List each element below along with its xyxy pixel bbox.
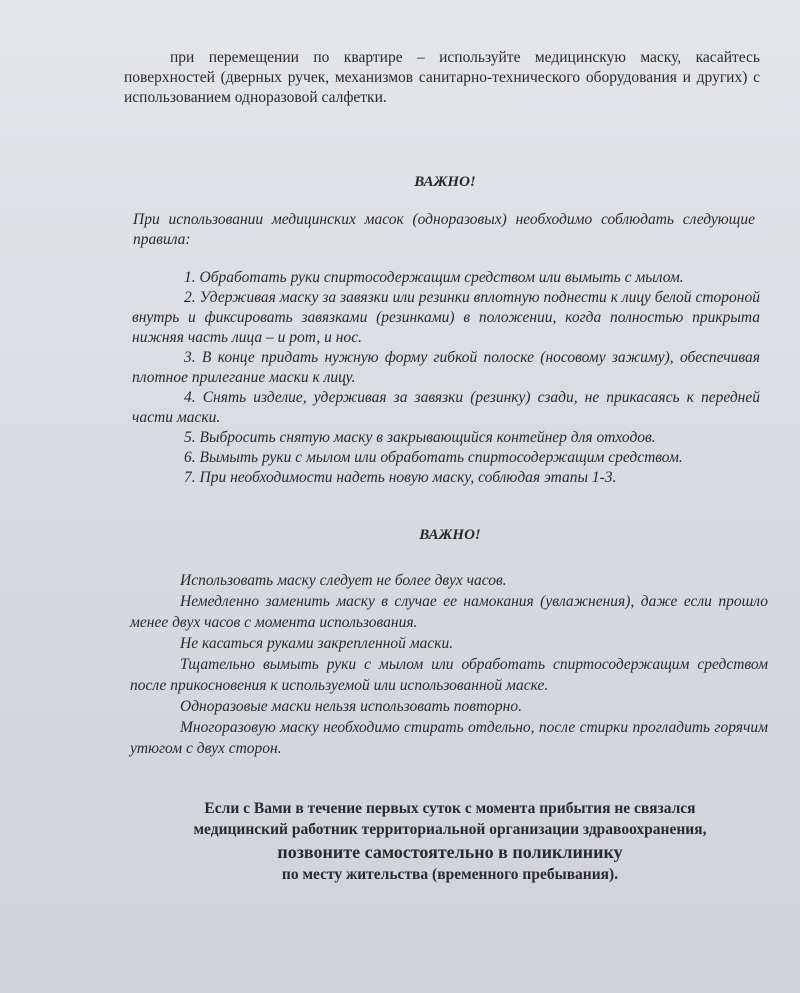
list-item: 4. Снять изделие, удерживая за завязки (резинку) сзади, не прикасаясь к передней части маски. [132,389,760,426]
list-item: Немедленно заменить маску в случае ее намокания (увлажнения), даже если прошло менее двух часов с момента использования. [130,593,768,631]
list-item: Не касаться руками закрепленной маски. [180,635,454,652]
intro-paragraph: при перемещении по квартире – используйте медицинскую маску, касайтесь поверхностей (дверных ручек, механизмов санитарно-технического оборудования и других) с использованием одноразовой салфетки. [124,49,760,106]
contact-notice [0,798,800,885]
contact-call-clinic: позвоните самостоятельно в поликлинику [277,842,623,862]
mask-usage-list [130,570,768,759]
list-item: Многоразовую маску необходимо стирать отдельно, после стирки прогладить горячим утюгом с двух сторон. [130,719,768,757]
contact-line-2: медицинский работник территориальной организации здравоохранения, [193,821,707,838]
contact-line-1: Если с Вами в течение первых суток с момента прибытия не связался [204,800,696,817]
list-item: 7. При необходимости надеть новую маску, соблюдая этапы 1-3. [184,469,617,486]
mask-rules-intro: При использовании медицинских масок (одноразовых) необходимо соблюдать следующие правила: [133,211,755,248]
important-heading-1: ВАЖНО! [414,174,476,190]
list-item: 1. Обработать руки спиртосодержащим средством или вымыть с мылом. [184,269,684,286]
mask-rules-list [132,268,760,488]
list-item: 6. Вымыть руки с мылом или обработать спиртосодержащим средством. [184,449,683,466]
list-item: Одноразовые маски нельзя использовать повторно. [180,698,522,715]
list-item: Использовать маску следует не более двух часов. [180,572,507,589]
important-heading-2: ВАЖНО! [419,527,481,543]
list-item: Тщательно вымыть руки с мылом или обработать спиртосодержащим средством после прикосновения к используемой или использованной маске. [130,656,768,694]
list-item: 2. Удерживая маску за завязки или резинки вплотную поднести к лицу белой стороной внутрь и фиксировать завязками (резинками) в положении, когда полностью прикрыта нижняя часть лица – и рот, и нос. [132,289,760,346]
contact-line-4: по месту жительства (временного пребывания). [281,866,619,883]
list-item: 5. Выбросить снятую маску в закрывающийся контейнер для отходов. [184,429,656,446]
list-item: 3. В конце придать нужную форму гибкой полоске (носовому зажиму), обеспечивая плотное прилегание маски к лицу. [132,349,760,386]
